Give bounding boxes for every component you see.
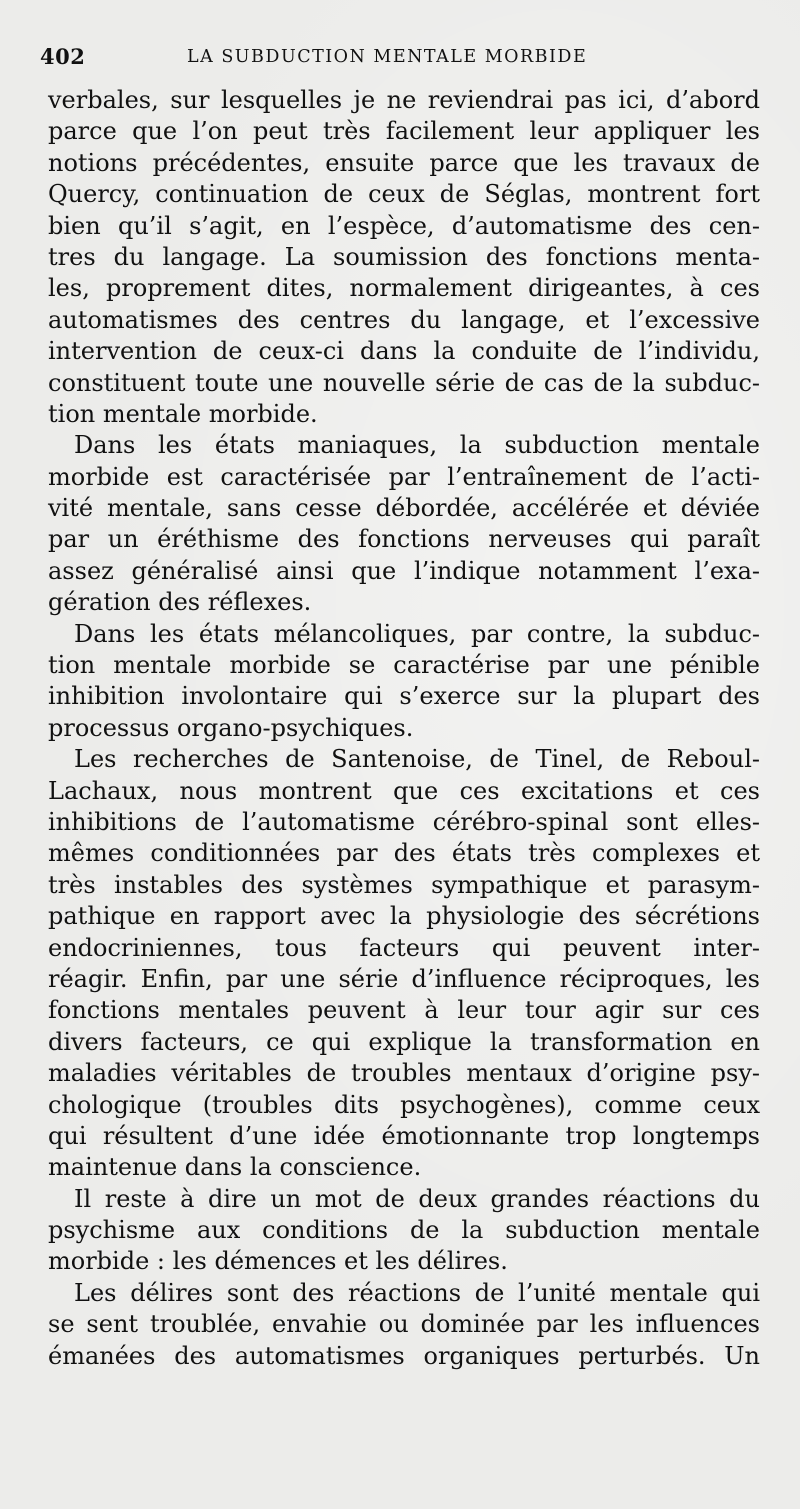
- text-line: très instables des systèmes sympathique et parasym-: [48, 870, 760, 899]
- page-number: 402: [40, 44, 86, 69]
- text-line: par un éréthisme des fonctions nerveuses qui paraît: [48, 525, 760, 554]
- text-line: assez généralisé ainsi que l’indique notamment l’exa-: [48, 556, 760, 585]
- text-line: notions précédentes, ensuite parce que les travaux de: [48, 148, 760, 177]
- text-line: parce que l’on peut très facilement leur appliquer les: [48, 117, 760, 146]
- text-line: bien qu’il s’agit, en l’espèce, d’automatisme des cen-: [48, 211, 760, 240]
- text-line: morbide est caractérisée par l’entraînement de l’acti-: [48, 462, 760, 491]
- text-line: chologique (troubles dits psychogènes), comme ceux: [48, 1090, 760, 1119]
- text-line: vité mentale, sans cesse débordée, accélérée et déviée: [48, 494, 760, 523]
- text-line: verbales, sur lesquelles je ne reviendrai pas ici, d’abord: [48, 86, 760, 114]
- text-line: Dans les états maniaques, la subduction mentale: [74, 431, 760, 460]
- text-line: Lachaux, nous montrent que ces excitations et ces: [48, 776, 760, 805]
- text-line: endocriniennes, tous facteurs qui peuvent inter-: [48, 933, 760, 962]
- text-line: maintenue dans la conscience.: [48, 1153, 422, 1182]
- text-line: fonctions mentales peuvent à leur tour agir sur ces: [48, 996, 760, 1025]
- text-line: processus organo-psychiques.: [48, 713, 414, 742]
- text-line: psychisme aux conditions de la subduction mentale: [48, 1216, 760, 1245]
- text-line: inhibition involontaire qui s’exerce sur la plupart des: [48, 682, 760, 711]
- text-line: tres du langage. La soumission des fonctions menta-: [48, 242, 760, 271]
- text-line: divers facteurs, ce qui explique la transformation en: [48, 1027, 760, 1056]
- text-line: morbide : les démences et les délires.: [48, 1247, 508, 1276]
- text-line: tion mentale morbide se caractérise par une pénible: [48, 651, 760, 680]
- running-title: LA SUBDUCTION MENTALE MORBIDE: [187, 47, 588, 67]
- text-line: maladies véritables de troubles mentaux d’origine psy-: [48, 1059, 760, 1088]
- text-line: les, proprement dites, normalement dirigeantes, à ces: [48, 274, 760, 303]
- text-line: Dans les états mélancoliques, par contre, la subduc-: [74, 619, 760, 648]
- text-line: intervention de ceux-ci dans la conduite de l’individu,: [48, 337, 760, 366]
- text-line: Quercy, continuation de ceux de Séglas, montrent fort: [48, 180, 760, 209]
- text-line: qui résultent d’une idée émotionnante trop longtemps: [48, 1121, 760, 1150]
- text-line: Il reste à dire un mot de deux grandes réactions du: [74, 1184, 760, 1213]
- text-line: réagir. Enfin, par une série d’influence réciproques, les: [48, 964, 760, 993]
- text-line: automatismes des centres du langage, et l’excessive: [48, 305, 760, 334]
- text-line: se sent troublée, envahie ou dominée par les influences: [48, 1310, 760, 1339]
- text-line: mêmes conditionnées par des états très complexes et: [48, 839, 760, 868]
- page-header: [40, 44, 760, 74]
- text-line: inhibitions de l’automatisme cérébro-spinal sont elles-: [48, 807, 760, 836]
- text-line: émanées des automatismes organiques perturbés. Un: [48, 1341, 760, 1370]
- text-line: tion mentale morbide.: [48, 399, 318, 428]
- text-line: Les recherches de Santenoise, de Tinel, de Reboul-: [74, 745, 760, 774]
- text-line: gération des réflexes.: [48, 588, 312, 617]
- body-text: [48, 85, 760, 1372]
- text-line: pathique en rapport avec la physiologie des sécrétions: [48, 902, 760, 931]
- text-line: Les délires sont des réactions de l’unité mentale qui: [74, 1278, 760, 1307]
- text-line: constituent toute une nouvelle série de cas de la subduc-: [48, 368, 760, 397]
